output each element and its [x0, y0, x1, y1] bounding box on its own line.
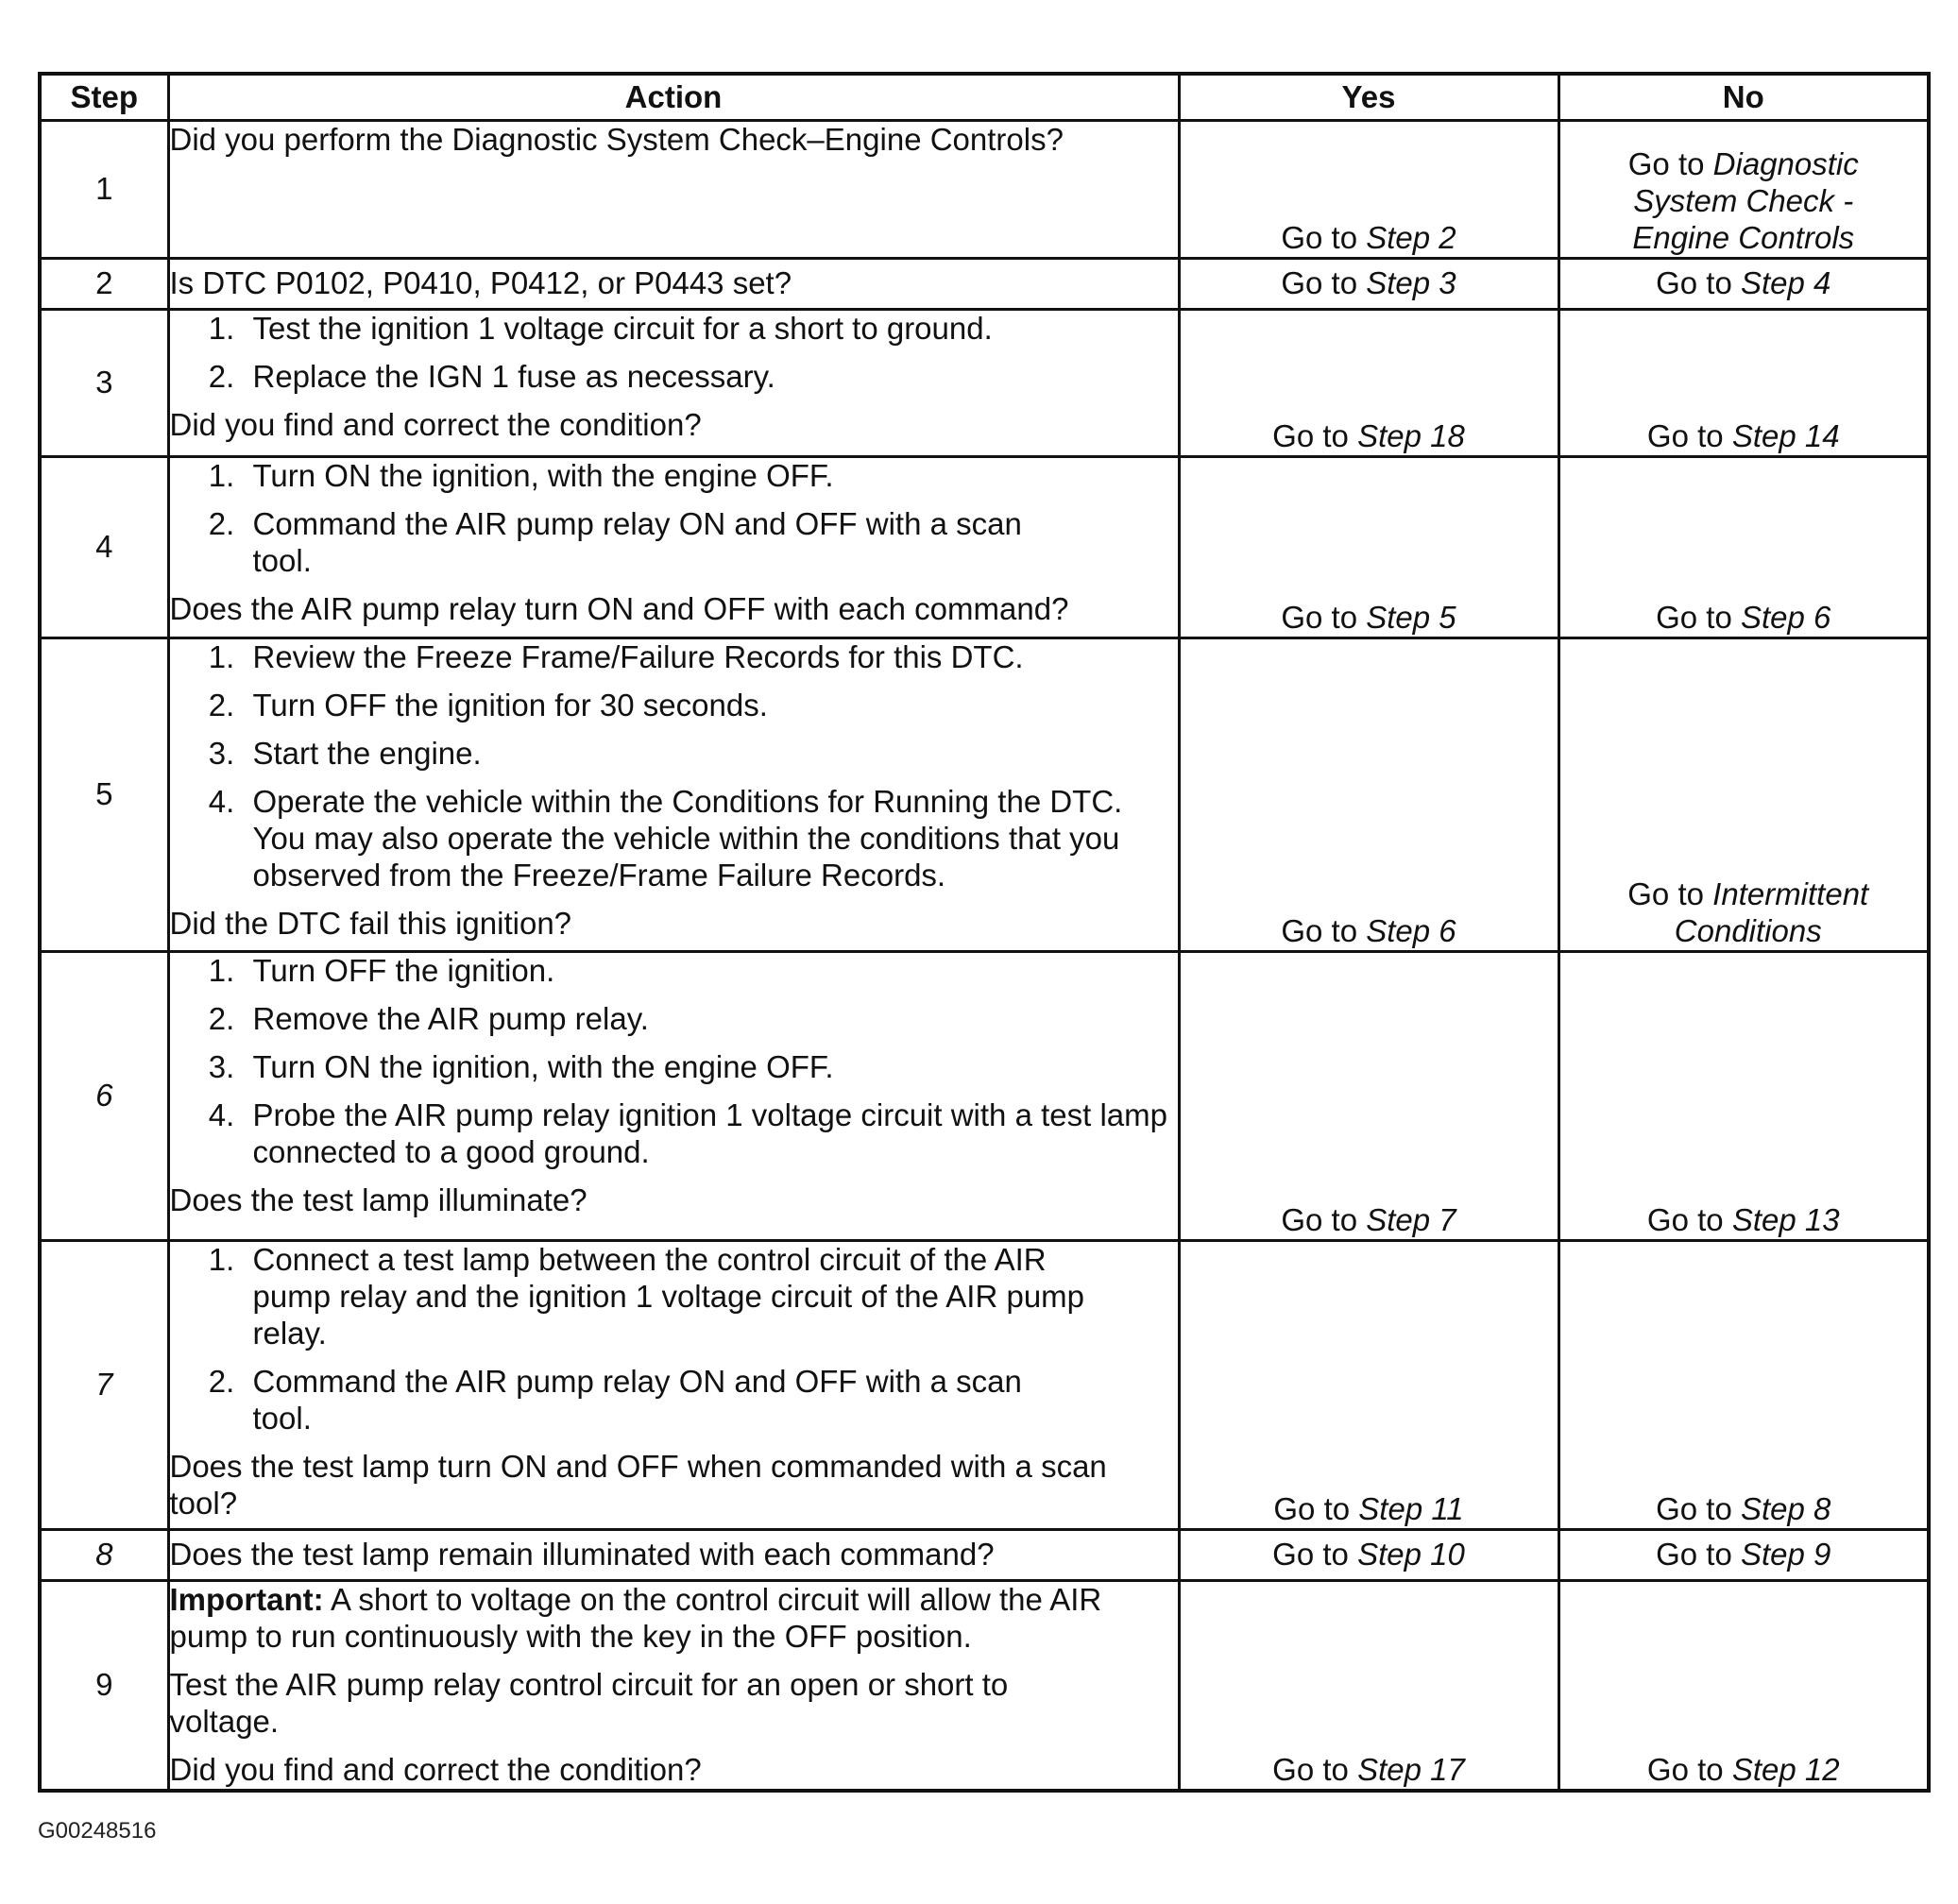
important-text: A short to voltage on the control circuit will allow the AIR pump to run continuously with the key in the OFF position.: [169, 1582, 1102, 1654]
step-number: 3: [40, 310, 168, 457]
goto-prefix: Go to: [1656, 265, 1741, 301]
important-note: [170, 1582, 1178, 1656]
goto-prefix: Go to: [1281, 600, 1367, 636]
yes-cell: [1179, 259, 1558, 310]
action-steps: [170, 458, 1178, 580]
goto-prefix: Go to: [1273, 1491, 1359, 1527]
yes-cell: [1179, 1581, 1558, 1791]
step-number: 6: [40, 952, 168, 1241]
action-step: 4. Probe the AIR pump relay ignition 1 voltage circuit with a test lamp connected to a good ground.: [244, 1097, 1178, 1171]
action-step: 1. Connect a test lamp between the control circuit of the AIR pump relay and the ignition 1 voltage circuit of the AIR pump relay.: [244, 1242, 1112, 1352]
action-cell: [168, 638, 1179, 952]
action-steps: [170, 311, 1178, 396]
step-number: 4: [40, 457, 168, 638]
action-question: Did the DTC fail this ignition?: [169, 905, 572, 941]
no-cell: [1558, 1241, 1929, 1530]
no-cell: [1558, 1581, 1929, 1791]
no-cell: [1558, 638, 1929, 952]
step-number: 9: [40, 1581, 168, 1791]
table-row: [40, 638, 1929, 952]
table-row: [40, 121, 1929, 259]
goto-prefix: Go to: [1272, 418, 1358, 454]
yes-link[interactable]: Step 11: [1358, 1491, 1464, 1527]
goto-prefix: Go to: [1627, 876, 1713, 912]
no-link[interactable]: Step 4: [1740, 265, 1831, 301]
action-cell: [168, 457, 1179, 638]
action-instruction: Test the AIR pump relay control circuit for an open or short to voltage.: [169, 1666, 1009, 1739]
action-step: 2. Remove the AIR pump relay.: [244, 1001, 1178, 1038]
goto-prefix: Go to: [1281, 265, 1367, 301]
yes-cell: [1179, 952, 1558, 1241]
action-step: 2. Turn OFF the ignition for 30 seconds.: [244, 688, 1178, 724]
step-number: 1: [40, 121, 168, 259]
goto-prefix: Go to: [1272, 1751, 1358, 1787]
table-row: [40, 457, 1929, 638]
yes-cell: [1179, 457, 1558, 638]
action-steps: [170, 639, 1178, 894]
goto-prefix: Go to: [1627, 146, 1713, 182]
goto-prefix: Go to: [1281, 220, 1367, 256]
diagnostic-table: [38, 72, 1931, 1793]
action-cell: [168, 259, 1179, 310]
goto-prefix: Go to: [1646, 418, 1732, 454]
step-number: 5: [40, 638, 168, 952]
action-cell: [168, 121, 1179, 259]
yes-link[interactable]: Step 10: [1357, 1537, 1465, 1572]
no-cell: [1558, 310, 1929, 457]
action-step: 1. Turn ON the ignition, with the engine OFF.: [244, 458, 1036, 495]
table-row: [40, 1530, 1929, 1581]
action-step: 3. Turn ON the ignition, with the engine OFF.: [244, 1049, 1178, 1086]
goto-prefix: Go to: [1272, 1537, 1358, 1572]
yes-link[interactable]: Step 18: [1357, 418, 1465, 454]
no-link[interactable]: Step 13: [1731, 1202, 1840, 1238]
no-cell: [1558, 259, 1929, 310]
yes-link[interactable]: Step 2: [1366, 220, 1456, 256]
action-question: Does the test lamp illuminate?: [169, 1182, 587, 1217]
no-link[interactable]: Step 8: [1740, 1491, 1831, 1527]
yes-cell: [1179, 310, 1558, 457]
action-step: 2. Replace the IGN 1 fuse as necessary.: [244, 359, 1178, 396]
action-question: Does the AIR pump relay turn ON and OFF with each command?: [169, 590, 1069, 626]
header-row: [40, 74, 1929, 121]
action-question: Did you perform the Diagnostic System Check–Engine Controls?: [169, 122, 1064, 157]
no-link[interactable]: Step 6: [1740, 600, 1831, 636]
header-no: No: [1558, 74, 1929, 121]
no-cell: [1558, 1530, 1929, 1581]
yes-cell: [1179, 121, 1558, 259]
header-action: Action: [168, 74, 1179, 121]
goto-prefix: Go to: [1646, 1751, 1732, 1787]
no-link[interactable]: Intermittent Conditions: [1674, 876, 1869, 949]
action-cell: [168, 1530, 1179, 1581]
yes-cell: [1179, 1530, 1558, 1581]
table-row: [40, 259, 1929, 310]
goto-prefix: Go to: [1656, 1491, 1741, 1527]
action-cell: [168, 952, 1179, 1241]
header-yes: Yes: [1179, 74, 1558, 121]
figure-code: G00248516: [38, 1818, 157, 1844]
important-label: Important:: [169, 1582, 324, 1617]
yes-link[interactable]: Step 3: [1366, 265, 1456, 301]
table-row: [40, 1241, 1929, 1530]
no-link[interactable]: Step 14: [1731, 418, 1840, 454]
step-number: 2: [40, 259, 168, 310]
action-step: 4. Operate the vehicle within the Conditions for Running the DTC. You may also operate the vehicle within the conditions that you observed from the Freeze/Frame Failure Records.: [244, 784, 1178, 894]
table-row: [40, 952, 1929, 1241]
action-question: Did you find and correct the condition?: [169, 406, 702, 442]
table-row: [40, 1581, 1929, 1791]
yes-link[interactable]: Step 17: [1357, 1751, 1465, 1787]
action-step: 2. Command the AIR pump relay ON and OFF with a scan tool.: [244, 1364, 1112, 1437]
action-cell: [168, 1241, 1179, 1530]
action-cell: [168, 310, 1179, 457]
yes-cell: [1179, 1241, 1558, 1530]
goto-prefix: Go to: [1646, 1202, 1732, 1238]
step-number: 8: [40, 1530, 168, 1581]
action-question: Does the test lamp remain illuminated with each command?: [169, 1537, 995, 1572]
action-question: Did you find and correct the condition?: [169, 1751, 702, 1787]
goto-prefix: Go to: [1656, 600, 1741, 636]
action-cell: [168, 1581, 1179, 1791]
action-step: 2. Command the AIR pump relay ON and OFF with a scan tool.: [244, 506, 1036, 580]
action-step: 3. Start the engine.: [244, 736, 1178, 773]
action-step: 1. Test the ignition 1 voltage circuit for a short to ground.: [244, 311, 1178, 348]
goto-prefix: Go to: [1656, 1537, 1741, 1572]
diagnostic-table-container: [38, 72, 1927, 1793]
yes-link[interactable]: Step 5: [1366, 600, 1456, 636]
no-cell: [1558, 952, 1929, 1241]
action-steps: [170, 953, 1178, 1171]
action-step: 1. Review the Freeze Frame/Failure Records for this DTC.: [244, 639, 1178, 676]
action-step: 1. Turn OFF the ignition.: [244, 953, 1178, 990]
no-link[interactable]: Diagnostic System Check - Engine Controls: [1632, 146, 1859, 256]
goto-prefix: Go to: [1281, 1202, 1367, 1238]
yes-cell: [1179, 638, 1558, 952]
yes-link[interactable]: Step 6: [1366, 913, 1456, 949]
table-row: [40, 310, 1929, 457]
no-link[interactable]: Step 9: [1740, 1537, 1831, 1572]
action-question: Is DTC P0102, P0410, P0412, or P0443 set?: [169, 265, 792, 301]
yes-link[interactable]: Step 7: [1366, 1202, 1456, 1238]
no-cell: [1558, 121, 1929, 259]
goto-prefix: Go to: [1281, 913, 1367, 949]
action-question: Does the test lamp turn ON and OFF when commanded with a scan tool?: [169, 1448, 1107, 1521]
step-number: 7: [40, 1241, 168, 1530]
no-link[interactable]: Step 12: [1731, 1751, 1840, 1787]
action-steps: [170, 1242, 1178, 1437]
header-step: Step: [40, 74, 168, 121]
no-cell: [1558, 457, 1929, 638]
